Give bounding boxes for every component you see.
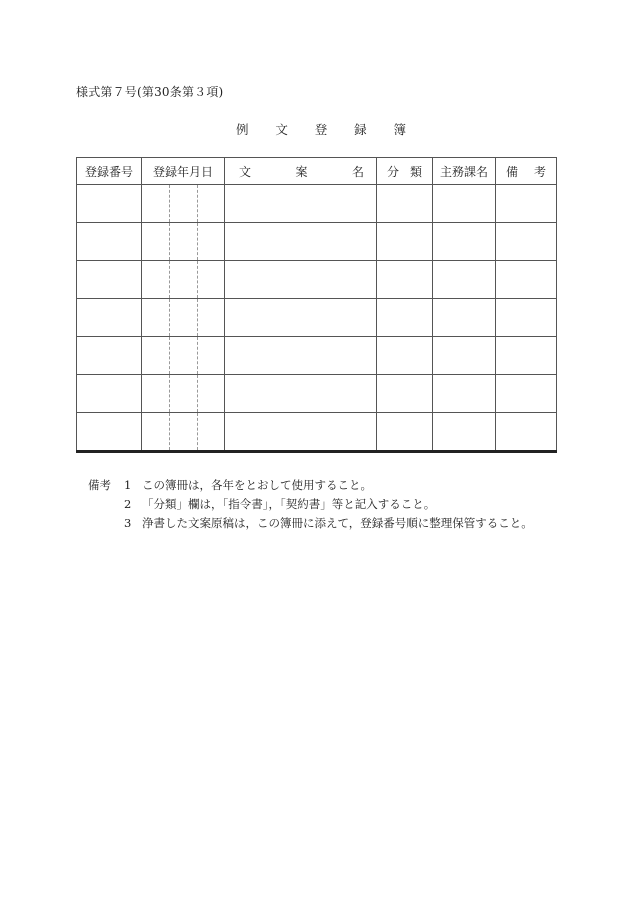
header-category: 分 類 — [377, 158, 433, 185]
cell-doc-name[interactable] — [225, 413, 377, 452]
title-char: 録 — [354, 122, 367, 137]
note-item — [88, 476, 533, 495]
cell-remarks[interactable] — [496, 299, 557, 337]
cell-reg-date[interactable] — [142, 413, 225, 452]
table-row — [77, 261, 557, 299]
note-number: 2 — [124, 497, 132, 511]
title-char: 登 — [314, 122, 328, 137]
cell-remarks[interactable] — [496, 185, 557, 223]
cell-reg-number[interactable] — [77, 223, 142, 261]
cell-remarks[interactable] — [496, 261, 557, 299]
note-item — [88, 495, 533, 514]
table-header-row — [77, 158, 557, 185]
table-row — [77, 337, 557, 375]
note-number: 3 — [124, 516, 132, 530]
cell-reg-date[interactable] — [142, 375, 225, 413]
cell-doc-name[interactable] — [225, 223, 377, 261]
table-row — [77, 299, 557, 337]
cell-remarks[interactable] — [496, 223, 557, 261]
cell-department[interactable] — [433, 413, 496, 452]
cell-reg-number[interactable] — [77, 413, 142, 452]
cell-department[interactable] — [433, 261, 496, 299]
note-item — [88, 514, 533, 533]
form-number: 様式第７号(第30条第３項) — [76, 85, 224, 99]
header-department: 主務課名 — [433, 158, 496, 185]
cell-doc-name[interactable] — [225, 375, 377, 413]
note-text: この簿冊は，各年をとおして使用すること。 — [142, 478, 372, 492]
cell-reg-number[interactable] — [77, 375, 142, 413]
cell-category[interactable] — [377, 223, 433, 261]
cell-department[interactable] — [433, 185, 496, 223]
cell-doc-name[interactable] — [225, 337, 377, 375]
note-text: 浄書した文案原稿は，この簿冊に添えて，登録番号順に整理保管すること。 — [142, 516, 533, 530]
cell-reg-date[interactable] — [142, 223, 225, 261]
note-text: 「分類」欄は，「指令書」，「契約書」等と記入すること。 — [142, 497, 436, 511]
header-reg-date: 登録年月日 — [142, 158, 225, 185]
cell-doc-name[interactable] — [225, 299, 377, 337]
cell-reg-number[interactable] — [77, 185, 142, 223]
cell-category[interactable] — [377, 185, 433, 223]
register-table — [76, 157, 557, 453]
table-row — [77, 185, 557, 223]
cell-department[interactable] — [433, 337, 496, 375]
document-title — [236, 120, 406, 138]
cell-category[interactable] — [377, 261, 433, 299]
note-number: 1 — [124, 478, 132, 492]
header-doc-name: 文 案 名 — [225, 158, 377, 185]
cell-reg-date[interactable] — [142, 299, 225, 337]
cell-remarks[interactable] — [496, 337, 557, 375]
cell-reg-number[interactable] — [77, 261, 142, 299]
cell-doc-name[interactable] — [225, 185, 377, 223]
cell-reg-date[interactable] — [142, 261, 225, 299]
cell-reg-date[interactable] — [142, 185, 225, 223]
cell-category[interactable] — [377, 337, 433, 375]
title-char: 例 — [236, 122, 249, 137]
remarks-notes — [88, 476, 533, 533]
cell-department[interactable] — [433, 299, 496, 337]
title-char: 簿 — [393, 122, 406, 137]
header-remarks: 備 考 — [496, 158, 557, 185]
cell-department[interactable] — [433, 223, 496, 261]
cell-department[interactable] — [433, 375, 496, 413]
cell-reg-number[interactable] — [77, 299, 142, 337]
cell-category[interactable] — [377, 375, 433, 413]
cell-remarks[interactable] — [496, 375, 557, 413]
cell-reg-number[interactable] — [77, 337, 142, 375]
table-row — [77, 375, 557, 413]
cell-category[interactable] — [377, 413, 433, 452]
cell-category[interactable] — [377, 299, 433, 337]
title-char: 文 — [275, 122, 288, 137]
table-row — [77, 223, 557, 261]
cell-doc-name[interactable] — [225, 261, 377, 299]
notes-heading: 備考 — [88, 478, 111, 492]
cell-remarks[interactable] — [496, 413, 557, 452]
cell-reg-date[interactable] — [142, 337, 225, 375]
header-reg-number: 登録番号 — [77, 158, 142, 185]
table-row — [77, 413, 557, 452]
